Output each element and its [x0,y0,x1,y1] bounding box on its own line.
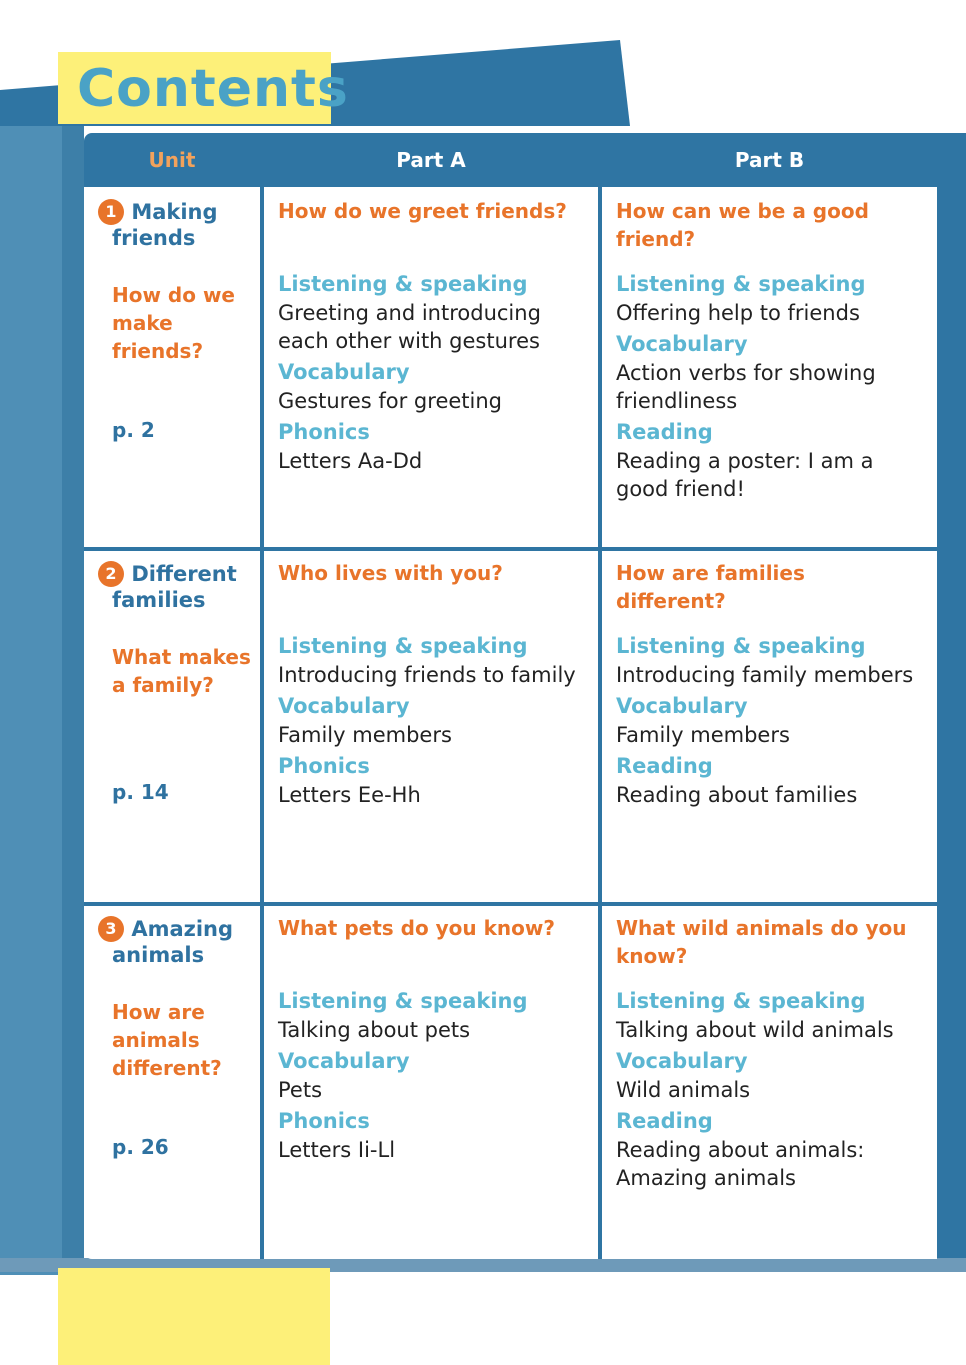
section-text: Reading about families [616,783,858,807]
section-heading: Vocabulary [278,694,410,718]
part-b-question: What wild animals do you know? [616,916,907,968]
section-heading: Vocabulary [616,694,748,718]
unit-title-line2: friends [112,226,196,250]
unit-question: How are animals different? [112,1000,222,1080]
contents-table [84,133,937,1259]
header-part-b: Part B [602,133,937,187]
unit-title-line2: families [112,588,206,612]
section-heading: Listening & speaking [278,989,528,1013]
section-text: Talking about pets [278,1018,471,1042]
unit-row [84,906,937,1259]
unit-cell [98,189,258,547]
section-text: Letters Ii-Ll [278,1138,396,1162]
unit-question: What makes a family? [112,645,251,697]
section-text: Pets [278,1078,323,1102]
background-right-strip [936,133,966,1259]
unit-title [98,199,258,251]
section-heading: Listening & speaking [616,634,866,658]
section-text: Wild animals [616,1078,751,1102]
unit-title [98,916,258,968]
section-text: Greeting and introducing each other with gestures [278,301,541,353]
section-heading: Listening & speaking [616,272,866,296]
section-text: Letters Aa-Dd [278,449,423,473]
unit-title-line1: Different [131,562,237,586]
section-heading: Listening & speaking [278,634,528,658]
part-b-question: How are families different? [616,561,805,613]
section-heading: Listening & speaking [278,272,528,296]
section-text: Letters Ee-Hh [278,783,421,807]
unit-number-badge: 3 [98,916,124,942]
section-heading: Phonics [278,1109,370,1133]
part-a-cell [278,906,588,1166]
background-left-band-dark [62,125,84,1275]
section-heading: Phonics [278,754,370,778]
section-text: Reading a poster: I am a good friend! [616,449,874,501]
part-a-cell [278,189,588,477]
background-left-band [0,125,62,1275]
unit-question: How do we make friends? [112,283,235,363]
section-heading: Phonics [278,420,370,444]
section-text: Reading about animals: Amazing animals [616,1138,865,1190]
unit-title-line1: Making [131,200,218,224]
page-title: Contents [77,59,349,119]
part-a-question: How do we greet friends? [278,199,567,223]
unit-title-line2: animals [112,943,205,967]
header-unit: Unit [84,133,260,187]
part-b-question: How can we be a good friend? [616,199,869,251]
unit-number-badge: 2 [98,561,124,587]
section-text: Offering help to friends [616,301,860,325]
section-heading: Vocabulary [616,1049,748,1073]
part-b-cell [616,906,916,1194]
header-part-a: Part A [264,133,598,187]
section-text: Action verbs for showing friendliness [616,361,876,413]
section-heading: Vocabulary [616,332,748,356]
unit-cell [98,551,258,902]
unit-number-badge: 1 [98,199,124,225]
part-b-cell [616,551,916,811]
section-heading: Listening & speaking [616,989,866,1013]
section-text: Introducing family members [616,663,914,687]
section-heading: Vocabulary [278,1049,410,1073]
section-text: Family members [278,723,452,747]
section-heading: Reading [616,1109,713,1133]
section-text: Family members [616,723,790,747]
section-heading: Reading [616,754,713,778]
unit-title [98,561,258,613]
unit-row [84,189,937,547]
section-heading: Reading [616,420,713,444]
unit-title-line1: Amazing [131,917,234,941]
part-a-question: What pets do you know? [278,916,555,940]
unit-page: p. 2 [112,418,155,442]
section-heading: Vocabulary [278,360,410,384]
part-a-cell [278,551,588,811]
part-a-question: Who lives with you? [278,561,503,585]
bottom-highlight [58,1268,330,1365]
part-b-cell [616,189,916,505]
unit-row [84,551,937,902]
unit-page: p. 26 [112,1135,169,1159]
unit-cell [98,906,258,1259]
section-text: Talking about wild animals [616,1018,894,1042]
section-text: Gestures for greeting [278,389,502,413]
section-text: Introducing friends to family [278,663,576,687]
unit-page: p. 14 [112,780,169,804]
